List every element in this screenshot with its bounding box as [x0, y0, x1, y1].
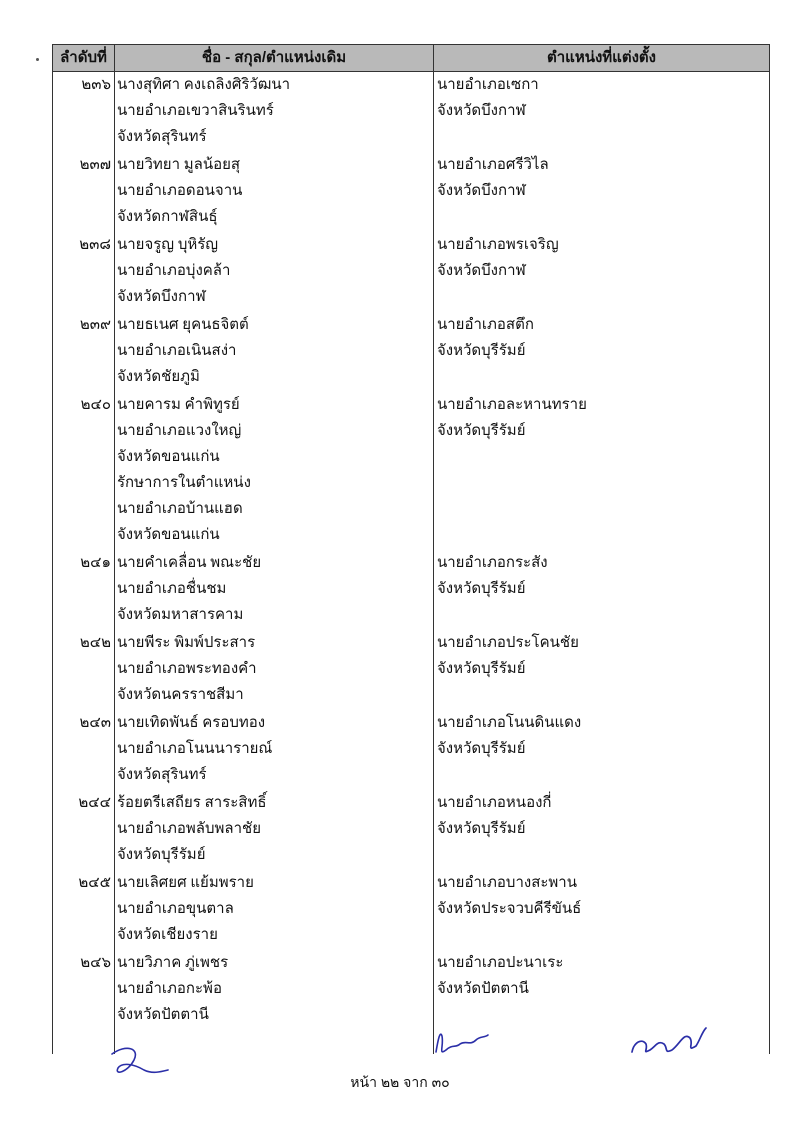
row-number: ๒๔๒ — [79, 635, 111, 651]
previous-position-line: จังหวัดกาฬสินธุ์ — [117, 209, 218, 225]
signature-middle — [430, 1026, 490, 1060]
previous-position-line: จังหวัดชัยภูมิ — [117, 369, 200, 385]
appointed-position-cell — [437, 152, 767, 204]
appointed-position-line: จังหวัดบุรีรัมย์ — [437, 821, 526, 837]
appointed-position-line: นายอำเภอศรีวิไล — [437, 157, 549, 173]
name-previous-position-cell — [117, 550, 429, 628]
appointed-position-line: จังหวัดบึงกาฬ — [437, 103, 526, 119]
previous-position-line: นายอำเภอแวงใหญ่ — [117, 423, 242, 439]
person-name: นายพีระ พิมพ์ประสาร — [117, 635, 256, 651]
appointed-position-cell — [437, 392, 767, 444]
name-previous-position-cell — [117, 950, 429, 1028]
previous-position-line: นายอำเภอเขวาสินรินทร์ — [117, 103, 274, 119]
person-name: นายจรูญ บุหิรัญ — [117, 237, 219, 253]
appointed-position-cell — [437, 710, 767, 762]
previous-position-line: จังหวัดบึงกาฬ — [117, 289, 206, 305]
name-previous-position-cell — [117, 870, 429, 948]
previous-position-line: จังหวัดขอนแก่น — [117, 527, 220, 543]
name-previous-position-cell — [117, 72, 429, 150]
appointed-position-cell — [437, 630, 767, 682]
previous-position-line: นายอำเภอเนินสง่า — [117, 343, 237, 359]
name-previous-position-cell — [117, 392, 429, 548]
name-previous-position-cell — [117, 312, 429, 390]
row-number: ๒๓๙ — [79, 317, 111, 333]
column-divider — [114, 44, 115, 1054]
table-header — [53, 44, 769, 72]
appointed-position-line: นายอำเภอบางสะพาน — [437, 875, 577, 891]
appointed-position-line: นายอำเภอกระสัง — [437, 555, 548, 571]
name-previous-position-cell — [117, 630, 429, 708]
appointed-position-line: นายอำเภอพรเจริญ — [437, 237, 559, 253]
previous-position-line: นายอำเภอโนนนารายณ์ — [117, 741, 273, 757]
row-number: ๒๔๐ — [80, 397, 111, 413]
appointed-position-line: จังหวัดประจวบคีรีขันธ์ — [437, 901, 582, 917]
previous-position-line: นายอำเภอขุนตาล — [117, 901, 234, 917]
previous-position-line: จังหวัดขอนแก่น — [117, 449, 220, 465]
signature-right — [624, 1020, 710, 1062]
previous-position-line: จังหวัดบุรีรัมย์ — [117, 847, 206, 863]
appointed-position-cell — [437, 870, 767, 922]
appointed-position-line: จังหวัดบุรีรัมย์ — [437, 581, 526, 597]
row-number: ๒๔๓ — [79, 715, 111, 731]
name-previous-position-cell — [117, 790, 429, 868]
previous-position-line: จังหวัดเชียงราย — [117, 927, 218, 943]
previous-position-line: รักษาการในตำแหน่ง — [117, 475, 251, 491]
appointed-position-cell — [437, 550, 767, 602]
name-previous-position-cell — [117, 232, 429, 310]
previous-position-line: นายอำเภอพลับพลาชัย — [117, 821, 261, 837]
row-number: ๒๔๖ — [80, 955, 111, 971]
appointed-position-line: นายอำเภอโนนดินแดง — [437, 715, 582, 731]
previous-position-line: นายอำเภอบ้านแฮด — [117, 501, 243, 517]
previous-position-line: จังหวัดสุรินทร์ — [117, 129, 207, 145]
row-number: ๒๓๗ — [79, 157, 111, 173]
header-order-number: ลำดับที่ — [60, 49, 107, 66]
person-name: นายธเนศ ยุคนธจิตต์ — [117, 317, 249, 333]
row-number: ๒๔๕ — [78, 875, 111, 891]
scan-speck — [36, 58, 39, 61]
appointed-position-line: นายอำเภอละหานทราย — [437, 397, 587, 413]
person-name: นายเทิดพันธ์ ครอบทอง — [117, 715, 266, 731]
row-number: ๒๓๖ — [81, 77, 111, 93]
column-divider — [433, 44, 434, 1054]
appointed-position-line: จังหวัดบึงกาฬ — [437, 183, 526, 199]
person-name: นายคำเคลื่อน พณะชัย — [117, 555, 262, 571]
previous-position-line: จังหวัดนครราชสีมา — [117, 687, 244, 703]
previous-position-line: จังหวัดมหาสารคาม — [117, 607, 244, 623]
person-name: นายคารม คำพิทูรย์ — [117, 397, 240, 413]
person-name: นายวิทยา มูลน้อยสุ — [117, 157, 241, 173]
appointed-position-line: จังหวัดบุรีรัมย์ — [437, 741, 526, 757]
appointed-position-cell — [437, 790, 767, 842]
name-previous-position-cell — [117, 152, 429, 230]
appointed-position-line: นายอำเภอปะนาเระ — [437, 955, 564, 971]
person-name: นางสุทิศา คงเถลิงศิริวัฒนา — [117, 77, 291, 93]
appointed-position-line: จังหวัดบุรีรัมย์ — [437, 343, 526, 359]
appointed-position-cell — [437, 72, 767, 124]
appointed-position-cell — [437, 312, 767, 364]
row-number: ๒๓๘ — [79, 237, 111, 253]
person-name: ร้อยตรีเสถียร สาระสิทธิ์ — [117, 795, 267, 811]
person-name: นายเลิศยศ แย้มพราย — [117, 875, 254, 891]
previous-position-line: นายอำเภอพระทองคำ — [117, 661, 257, 677]
appointed-position-cell — [437, 232, 767, 284]
previous-position-line: นายอำเภอชื่นชม — [117, 581, 227, 597]
appointed-position-line: นายอำเภอประโคนชัย — [437, 635, 579, 651]
page-number: หน้า ๒๒ จาก ๓๐ — [350, 1074, 450, 1090]
appointed-position-cell — [437, 950, 767, 1002]
appointed-position-line: นายอำเภอสตึก — [437, 317, 534, 333]
appointed-position-line: นายอำเภอเซกา — [437, 77, 539, 93]
previous-position-line: นายอำเภอดอนจาน — [117, 183, 243, 199]
person-name: นายวิภาค ภู่เพชร — [117, 955, 229, 971]
appointed-position-line: จังหวัดบุรีรัมย์ — [437, 661, 526, 677]
name-previous-position-cell — [117, 710, 429, 788]
header-name-previous-position: ชื่อ - สกุล/ตำแหน่งเดิม — [201, 49, 347, 66]
appointed-position-line: นายอำเภอหนองกี่ — [437, 795, 552, 811]
appointed-position-line: จังหวัดปัตตานี — [437, 981, 529, 997]
previous-position-line: นายอำเภอบุ่งคล้า — [117, 263, 231, 279]
previous-position-line: จังหวัดสุรินทร์ — [117, 767, 207, 783]
row-number: ๒๔๑ — [80, 555, 111, 571]
previous-position-line: นายอำเภอกะพ้อ — [117, 981, 222, 997]
previous-position-line: จังหวัดปัตตานี — [117, 1007, 209, 1023]
appointed-position-line: จังหวัดบึงกาฬ — [437, 263, 526, 279]
header-appointed-position: ตำแหน่งที่แต่งตั้ง — [547, 49, 656, 66]
appointed-position-line: จังหวัดบุรีรัมย์ — [437, 423, 526, 439]
appointment-table — [52, 44, 770, 1054]
row-number: ๒๔๔ — [78, 795, 111, 811]
